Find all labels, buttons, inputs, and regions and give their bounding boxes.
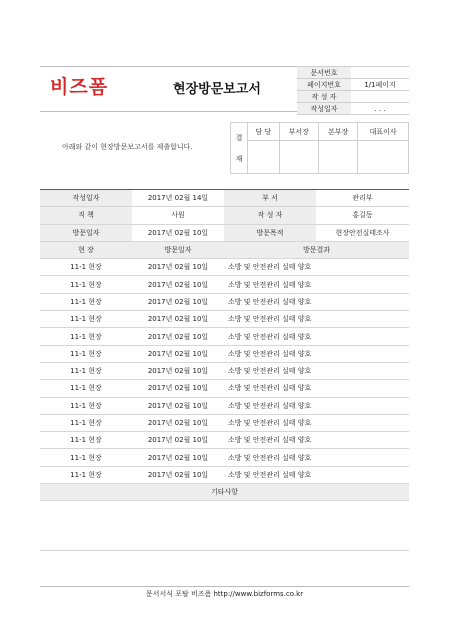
meta-key: 문서번호 [297,67,351,79]
meta-key: 작성일자 [297,103,351,115]
info-label: 방문목적 [224,224,316,241]
meta-row-doc-number [297,67,409,79]
visit-result[interactable]: 소방 및 안전관리 실태 양호 [224,449,409,466]
signature-cell[interactable] [318,141,357,174]
visit-date[interactable]: 2017년 02월 10일 [132,276,224,293]
visit-site[interactable]: 11-1 현장 [40,397,132,414]
visit-date[interactable]: 2017년 02월 10일 [132,293,224,310]
visit-date[interactable]: 2017년 02월 10일 [132,414,224,431]
visit-result[interactable]: 소방 및 안전관리 실태 양호 [224,311,409,328]
visit-row [40,328,409,345]
other-notes-field[interactable] [40,496,409,551]
visit-row [40,311,409,328]
visits-column-header: 방문결과 [224,241,409,258]
visit-date[interactable]: 2017년 02월 10일 [132,432,224,449]
footer-text: 문서서식 포탈 비즈폼 http://www.bizforms.co.kr [145,590,304,598]
info-value[interactable]: 2017년 02월 14일 [132,190,224,207]
visit-site[interactable]: 11-1 현장 [40,276,132,293]
visit-site[interactable]: 11-1 현장 [40,293,132,310]
approval-side-bottom: 재 [235,154,243,163]
visit-date[interactable]: 2017년 02월 10일 [132,397,224,414]
footer-divider [40,586,409,587]
visit-site[interactable]: 11-1 현장 [40,362,132,379]
visit-row [40,432,409,449]
visit-row [40,276,409,293]
visit-site[interactable]: 11-1 현장 [40,345,132,362]
approval-sign-row [231,141,409,174]
visit-date[interactable]: 2017년 02월 10일 [132,449,224,466]
visit-result[interactable]: 소방 및 안전관리 실태 양호 [224,276,409,293]
visit-site[interactable]: 11-1 현장 [40,311,132,328]
visit-row [40,397,409,414]
visit-row [40,259,409,276]
meta-row-page [297,79,409,91]
meta-key: 페이지번호 [297,79,351,91]
info-label: 직 책 [40,207,132,224]
visit-row [40,449,409,466]
approval-role: 부서장 [279,123,318,141]
visit-date[interactable]: 2017년 02월 10일 [132,328,224,345]
visit-site[interactable]: 11-1 현장 [40,449,132,466]
visit-result[interactable]: 소방 및 안전관리 실태 양호 [224,345,409,362]
info-value[interactable]: 홍길동 [316,207,409,224]
info-value[interactable]: 현장안전실태조사 [316,224,409,241]
visits-column-header: 현 장 [40,241,132,258]
approval-role: 담 당 [248,123,280,141]
visit-result[interactable]: 소방 및 안전관리 실태 양호 [224,362,409,379]
visit-row [40,345,409,362]
signature-cell[interactable] [279,141,318,174]
visit-date[interactable]: 2017년 02월 10일 [132,345,224,362]
meta-value[interactable]: 1/1페이지 [351,79,409,91]
info-row [40,190,409,207]
visit-result[interactable]: 소방 및 안전관리 실태 양호 [224,466,409,483]
signature-cell[interactable] [248,141,280,174]
visit-row [40,466,409,483]
visit-result[interactable]: 소방 및 안전관리 실태 양호 [224,414,409,431]
info-row [40,224,409,241]
report-table [40,189,409,501]
visit-date[interactable]: 2017년 02월 10일 [132,259,224,276]
visit-result[interactable]: 소방 및 안전관리 실태 양호 [224,380,409,397]
info-value[interactable]: 사원 [132,207,224,224]
visit-row [40,362,409,379]
visit-site[interactable]: 11-1 현장 [40,414,132,431]
visit-site[interactable]: 11-1 현장 [40,380,132,397]
visit-date[interactable]: 2017년 02월 10일 [132,380,224,397]
visit-result[interactable]: 소방 및 안전관리 실태 양호 [224,432,409,449]
visit-site[interactable]: 11-1 현장 [40,466,132,483]
submission-statement: 아래와 같이 현장방문보고서를 제출합니다. [62,143,193,151]
other-notes-label: 기타사항 [40,484,409,501]
approval-role: 본부장 [318,123,357,141]
signature-cell[interactable] [358,141,409,174]
visit-date[interactable]: 2017년 02월 10일 [132,466,224,483]
visit-date[interactable]: 2017년 02월 10일 [132,362,224,379]
visit-row [40,380,409,397]
visit-site[interactable]: 11-1 현장 [40,259,132,276]
visit-date[interactable]: 2017년 02월 10일 [132,311,224,328]
info-label: 작 성 자 [224,207,316,224]
approval-side-top: 결 [235,133,243,142]
info-label: 작성일자 [40,190,132,207]
meta-value[interactable] [351,91,409,103]
visit-result[interactable]: 소방 및 안전관리 실태 양호 [224,328,409,345]
visit-result[interactable]: 소방 및 안전관리 실태 양호 [224,293,409,310]
approval-role: 대표이사 [358,123,409,141]
visit-site[interactable]: 11-1 현장 [40,328,132,345]
meta-row-date [297,103,409,115]
approval-role-row [231,123,409,141]
info-label: 부 서 [224,190,316,207]
meta-value[interactable]: . . . [351,103,409,115]
info-row [40,207,409,224]
meta-value[interactable] [351,67,409,79]
info-label: 방문일자 [40,224,132,241]
visit-result[interactable]: 소방 및 안전관리 실태 양호 [224,259,409,276]
visits-header-row [40,241,409,258]
approval-table [230,122,409,174]
visits-column-header: 방문일자 [132,241,224,258]
visit-row [40,414,409,431]
visit-site[interactable]: 11-1 현장 [40,432,132,449]
visit-row [40,293,409,310]
document-meta-table [297,66,409,115]
document-title: 현장방문보고서 [173,82,261,97]
approval-side-label [231,123,248,174]
info-value[interactable]: 2017년 02월 10일 [132,224,224,241]
meta-key: 작 성 자 [297,91,351,103]
info-value[interactable]: 관리부 [316,190,409,207]
brand-logo: 비즈폼 [50,76,109,98]
meta-row-author [297,91,409,103]
visit-result[interactable]: 소방 및 안전관리 실태 양호 [224,397,409,414]
